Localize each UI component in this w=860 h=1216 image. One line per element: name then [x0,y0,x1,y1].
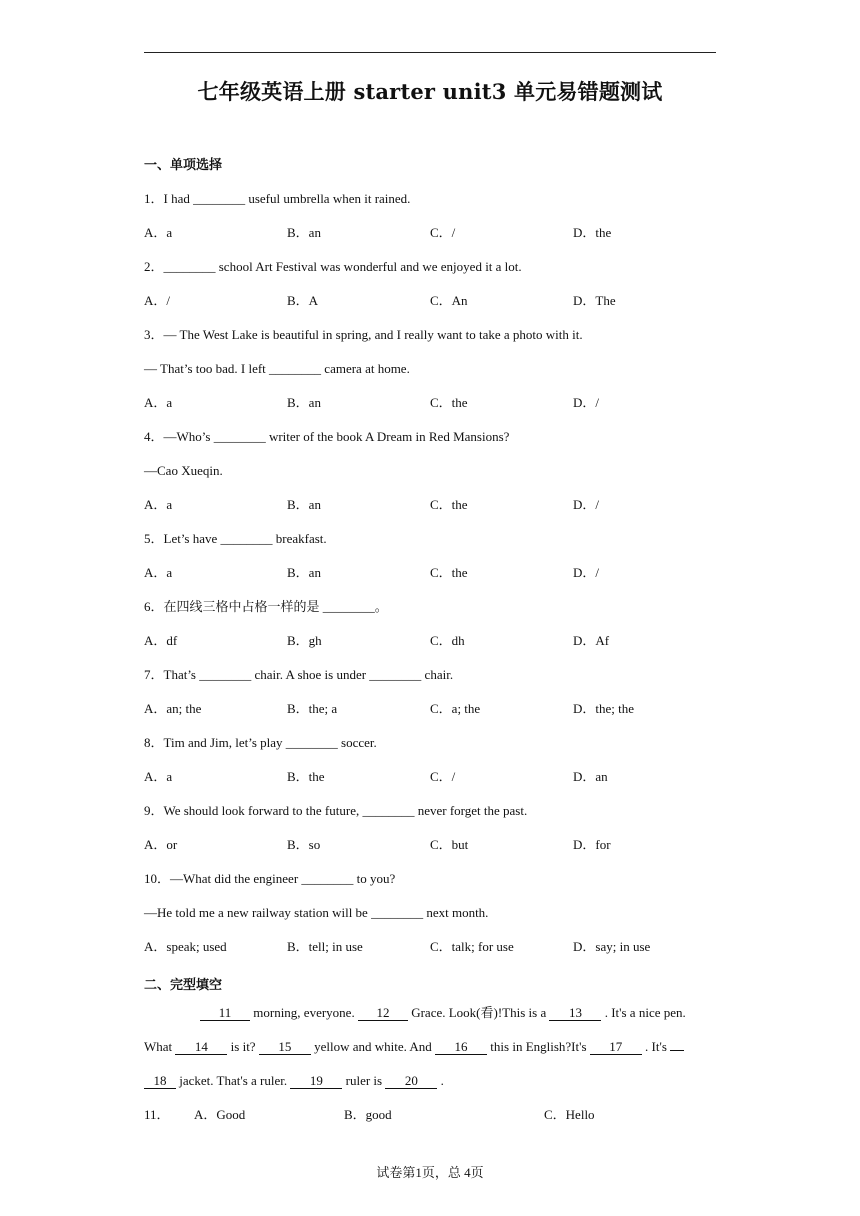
option-b[interactable]: B．tell; in use [287,939,363,954]
header-rule [144,52,716,53]
option-b[interactable]: B．A [287,293,319,308]
cloze-text: . [437,1073,444,1088]
question-10 [144,862,716,964]
document-title: 七年级英语上册 starter unit3 单元易错题测试 [197,79,663,104]
question-stem: —He told me a new railway station will be ________ next month. [144,905,489,920]
cloze-text: ruler is [342,1073,386,1088]
cloze-text: jacket. That's a ruler. [176,1073,291,1088]
option-b[interactable]: B．an [287,497,321,512]
answer-options [144,828,716,862]
answer-options [144,760,716,794]
option-c[interactable]: C．the [430,565,468,580]
blank-15: 15 [259,1039,311,1055]
option-b[interactable]: B．an [287,565,321,580]
blank-16: 16 [435,1039,487,1055]
option-b[interactable]: B．the; a [287,701,338,716]
option-c[interactable]: C．a; the [430,701,481,716]
cloze-line-3 [144,1064,716,1098]
cloze-text: . It's [641,1039,671,1054]
option-d[interactable]: D．The [573,293,616,308]
option-b[interactable]: B．the [287,769,325,784]
question-stem: 6．在四线三格中占格一样的是 ________。 [144,599,388,614]
option-d[interactable]: D．the [573,225,612,240]
option-d[interactable]: D．/ [573,497,600,512]
question-7 [144,658,716,726]
option-c[interactable]: C．/ [430,225,456,240]
option-c[interactable]: C．An [430,293,468,308]
question-1 [144,182,716,250]
option-d[interactable]: D．the; the [573,701,635,716]
question-stem: —Cao Xueqin. [144,463,223,478]
answer-options [144,624,716,658]
option-c[interactable]: C．dh [430,633,465,648]
question-2 [144,250,716,318]
option-b[interactable]: B．an [287,225,321,240]
option-d[interactable]: D．an [573,769,608,784]
page-footer: 试卷第1页，总 4页 [376,1165,484,1180]
option-d[interactable]: D．say; in use [573,939,651,954]
cloze-text: . It's a nice pen. [601,1005,686,1020]
option-a[interactable]: A．a [144,395,173,410]
option-a[interactable]: A．df [144,633,178,648]
answer-options [144,556,716,590]
option-d[interactable]: D．/ [573,565,600,580]
option-a[interactable]: A．a [144,769,173,784]
blank-20: 20 [385,1073,437,1089]
answer-options [144,284,716,318]
blank-12: 12 [358,1005,408,1021]
answer-options [144,386,716,420]
section-heading-cloze: 二、完型填空 [144,978,223,993]
option-c[interactable]: C．the [430,497,468,512]
option-c[interactable]: C．/ [430,769,456,784]
cloze-line-2 [144,1030,716,1064]
question-stem: 4．—Who’s ________ writer of the book A Dream in Red Mansions? [144,429,510,444]
answer-options [144,692,716,726]
exam-content [144,156,716,1132]
section-heading-single-choice: 一、单项选择 [144,158,223,173]
question-stem: 7．That’s ________ chair. A shoe is under ________ chair. [144,667,454,682]
question-9 [144,794,716,862]
question-stem: 5．Let’s have ________ breakfast. [144,531,327,546]
question-3 [144,318,716,420]
answer-options [144,930,716,964]
cloze-text: What [144,1039,176,1054]
question-stem: 10．—What did the engineer ________ to you? [144,871,396,886]
question-6 [144,590,716,658]
option[interactable]: C．Hello [544,1107,595,1122]
option-b[interactable]: B．so [287,837,321,852]
blank-13: 13 [549,1005,601,1021]
option[interactable]: B．good [344,1107,392,1122]
cloze-passage [144,996,716,1098]
option-b[interactable]: B．gh [287,633,322,648]
cloze-text: this in English?It's [487,1039,590,1054]
option-a[interactable]: A．speak; used [144,939,227,954]
option-a[interactable]: A．/ [144,293,171,308]
question-5 [144,522,716,590]
cloze-text: morning, everyone. [250,1005,358,1020]
cloze-line-1 [144,996,716,1030]
option-c[interactable]: C．but [430,837,469,852]
cloze-text: Grace. Look(看)!This is a [407,1005,550,1020]
question-11-options [144,1098,716,1132]
cloze-text: yellow and white. And [310,1039,436,1054]
question-4 [144,420,716,522]
question-number: 11． [144,1107,170,1122]
question-8 [144,726,716,794]
option-a[interactable]: A．a [144,225,173,240]
answer-options [144,488,716,522]
option-a[interactable]: A．an; the [144,701,202,716]
option-a[interactable]: A．a [144,497,173,512]
blank-14: 14 [175,1039,227,1055]
blank-11: 11 [200,1005,250,1021]
blank-18-start [670,1050,684,1051]
question-stem: 1．I had ________ useful umbrella when it rained. [144,191,411,206]
question-stem: 9．We should look forward to the future, ________ never forget the past. [144,803,528,818]
question-stem: — That’s too bad. I left ________ camera at home. [144,361,410,376]
option-a[interactable]: A．a [144,565,173,580]
option-d[interactable]: D．for [573,837,611,852]
option-a[interactable]: A．or [144,837,178,852]
option-d[interactable]: D．/ [573,395,600,410]
cloze-text: is it? [227,1039,259,1054]
question-stem: 2．________ school Art Festival was wonderful and we enjoyed it a lot. [144,259,522,274]
answer-options [144,216,716,250]
option-d[interactable]: D．Af [573,633,610,648]
question-stem: 8．Tim and Jim, let’s play ________ soccer. [144,735,377,750]
blank-18: 18 [144,1073,176,1089]
option-b[interactable]: B．an [287,395,321,410]
blank-17: 17 [590,1039,642,1055]
option[interactable]: A．Good [194,1107,246,1122]
question-stem: 3．— The West Lake is beautiful in spring, and I really want to take a photo with it. [144,327,583,342]
option-c[interactable]: C．talk; for use [430,939,514,954]
blank-19: 19 [290,1073,342,1089]
question-list [144,182,716,964]
option-c[interactable]: C．the [430,395,468,410]
